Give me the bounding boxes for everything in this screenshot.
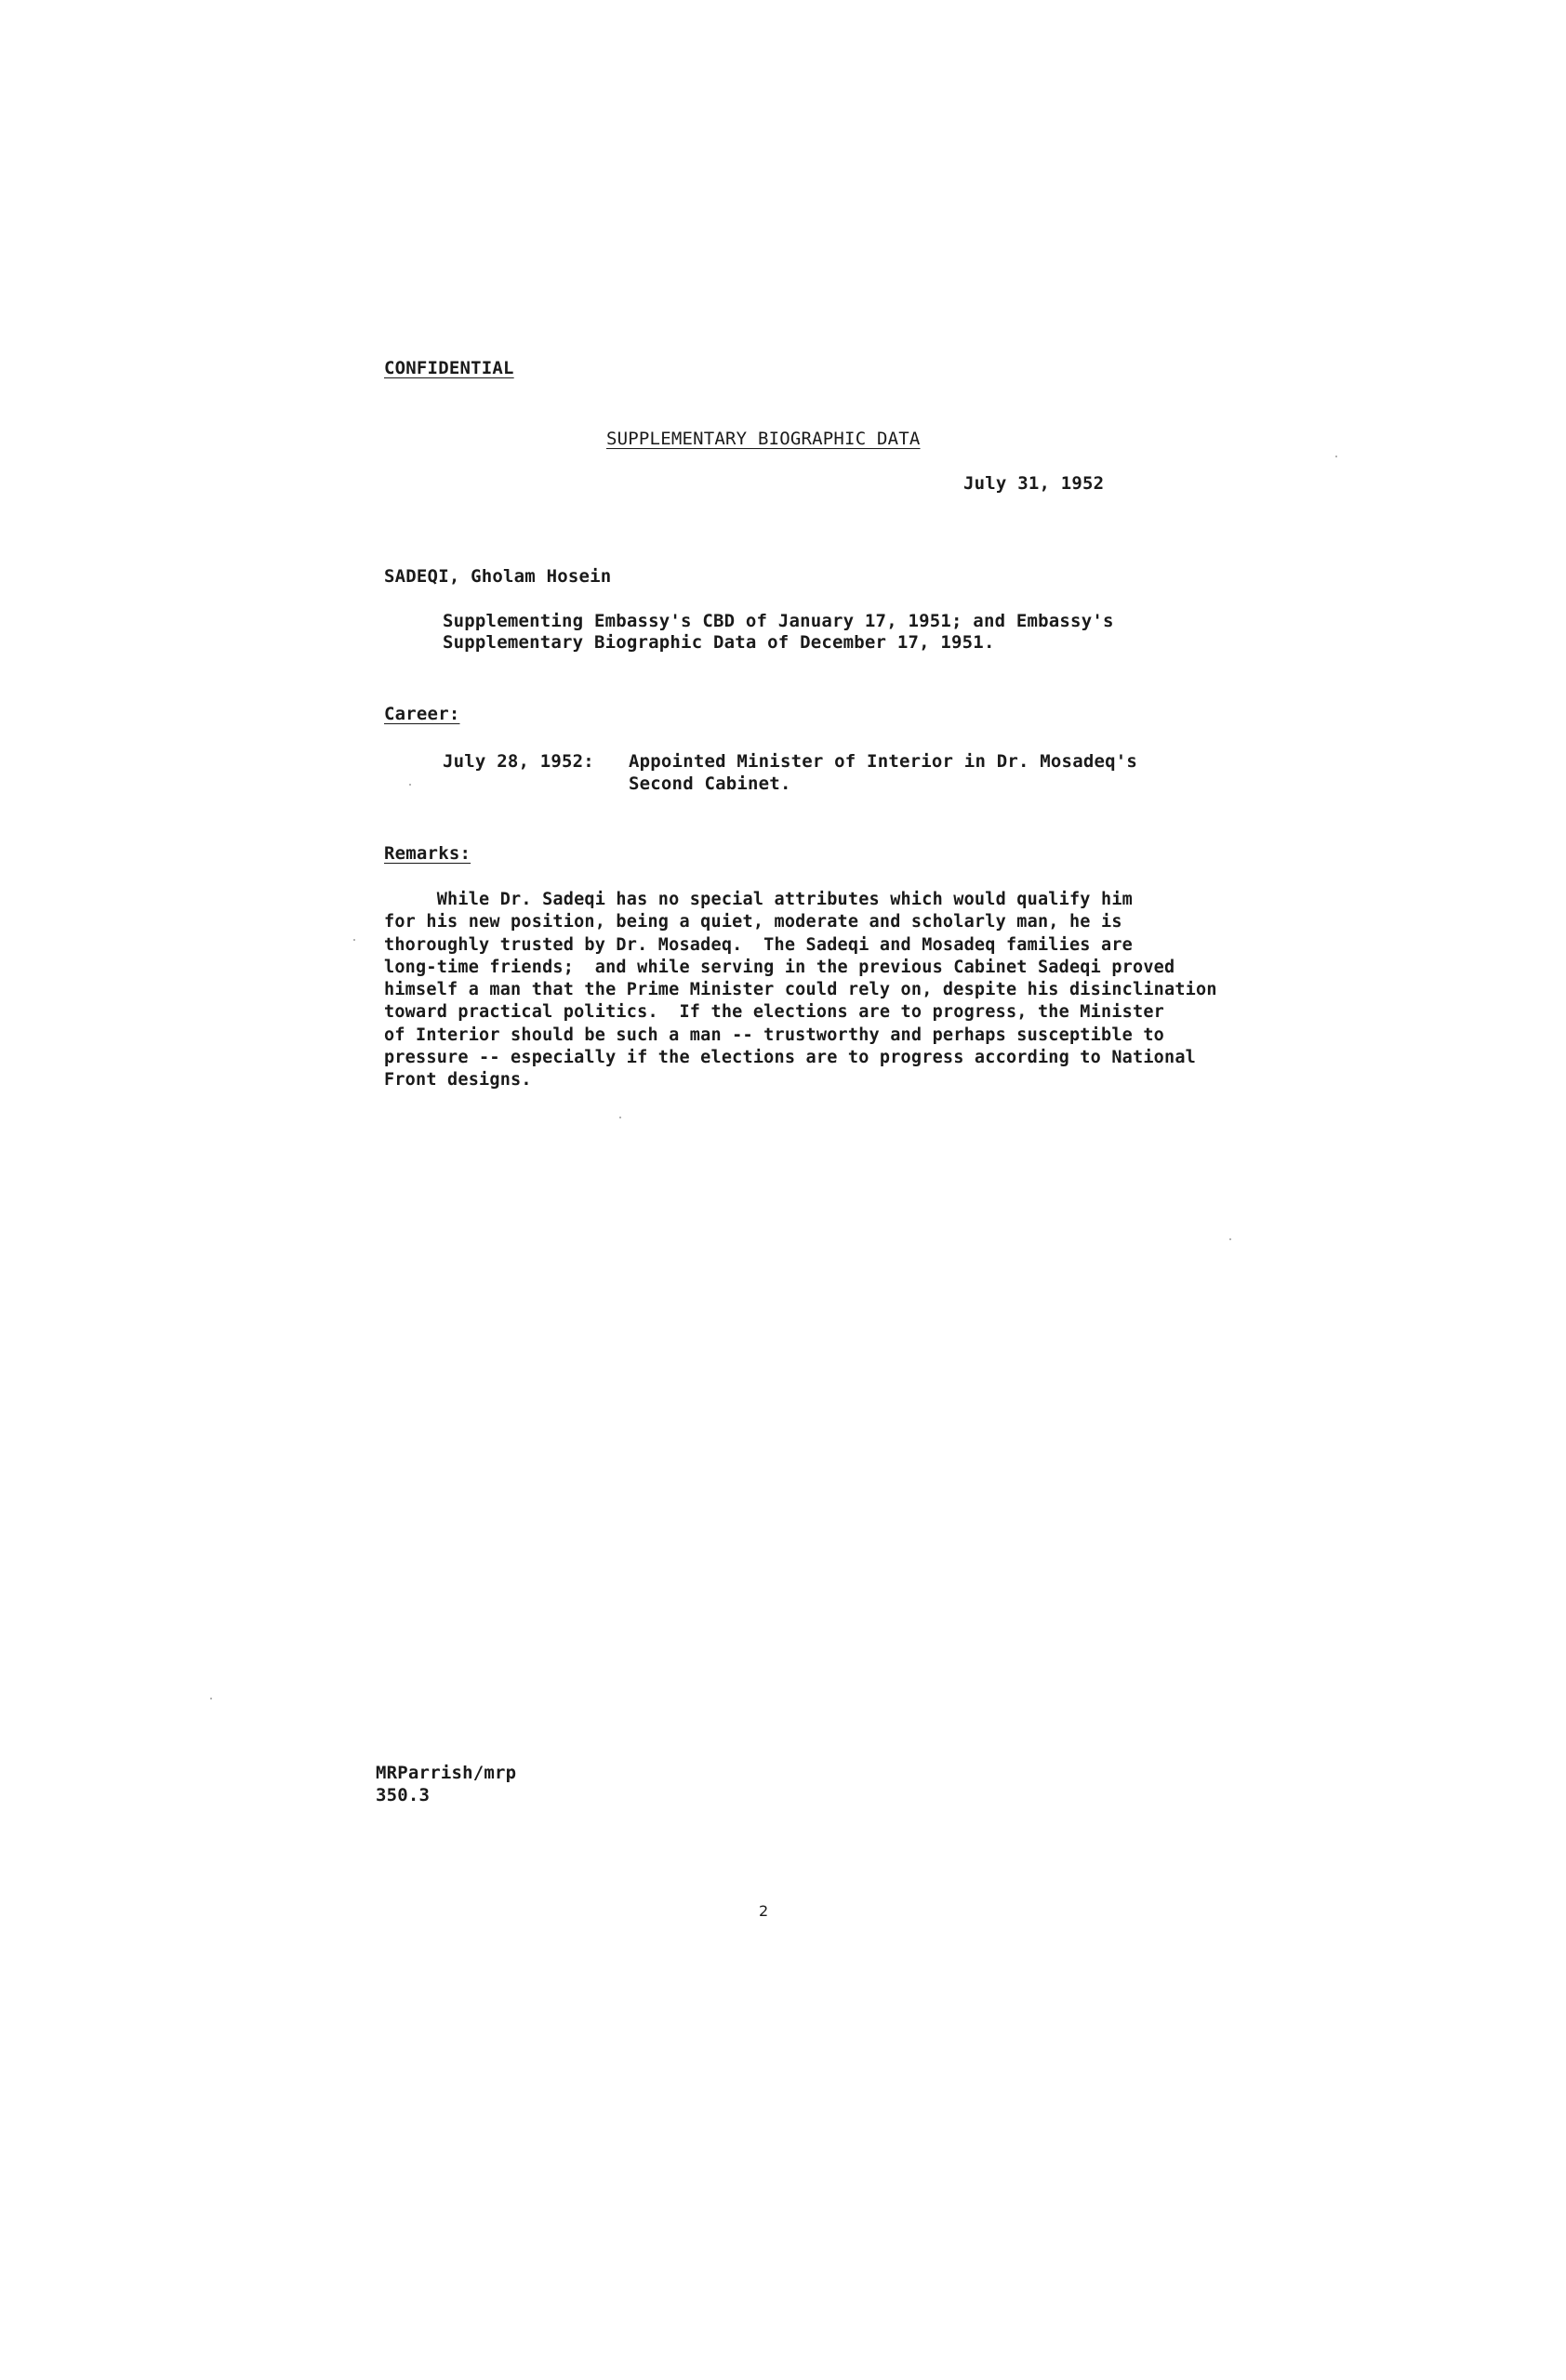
document-date: July 31, 1952: [963, 473, 1105, 494]
supplementing-line: Supplementing Embassy's CBD of January 17, 1951; and Embassy's: [443, 611, 1114, 631]
remarks-line: for his new position, being a quiet, moderate and scholarly man, he is: [384, 912, 1122, 932]
drafter-block: [376, 1762, 516, 1806]
classification-marking: CONFIDENTIAL: [384, 358, 514, 378]
career-entry-date: July 28, 1952:: [443, 751, 594, 772]
supplementing-line: Supplementary Biographic Data of December 17, 1951.: [443, 632, 995, 653]
remarks-line: Front designs.: [384, 1070, 532, 1091]
scan-speck: [353, 939, 355, 941]
remarks-heading: Remarks:: [384, 843, 471, 864]
remarks-line: toward practical politics. If the elections are to progress, the Minister: [384, 1002, 1165, 1023]
supplementing-note: [443, 611, 1114, 654]
remarks-line: While Dr. Sadeqi has no special attributes which would qualify him: [384, 890, 1133, 909]
remarks-line: long-time friends; and while serving in the previous Cabinet Sadeqi proved: [384, 957, 1175, 977]
file-code: 350.3: [376, 1785, 431, 1805]
document-title: SUPPLEMENTARY BIOGRAPHIC DATA: [606, 429, 921, 449]
career-heading: Career:: [384, 704, 460, 724]
scan-speck: [210, 1698, 212, 1699]
remarks-line: himself a man that the Prime Minister could rely on, despite his disinclination: [384, 980, 1217, 1000]
remarks-line: of Interior should be such a man -- trustworthy and perhaps susceptible to: [384, 1025, 1165, 1045]
subject-name: SADEQI, Gholam Hosein: [384, 566, 612, 587]
remarks-line: pressure -- especially if the elections are to progress according to National: [384, 1048, 1197, 1068]
career-entry-description: [629, 750, 1137, 795]
remarks-line: thoroughly trusted by Dr. Mosadeq. The Sadeqi and Mosadeq families are: [384, 934, 1133, 955]
drafter-initials: MRParrish/mrp: [376, 1763, 517, 1783]
page-number: 2: [759, 1902, 769, 1920]
career-entry-line: Second Cabinet.: [629, 774, 791, 794]
scan-speck: [619, 1117, 621, 1118]
remarks-body: [384, 889, 1217, 1092]
scan-speck: [1229, 1238, 1231, 1240]
career-entry-line: Appointed Minister of Interior in Dr. Mosadeq's: [629, 751, 1138, 772]
scan-speck: [1335, 456, 1337, 457]
scan-speck: [409, 784, 411, 786]
